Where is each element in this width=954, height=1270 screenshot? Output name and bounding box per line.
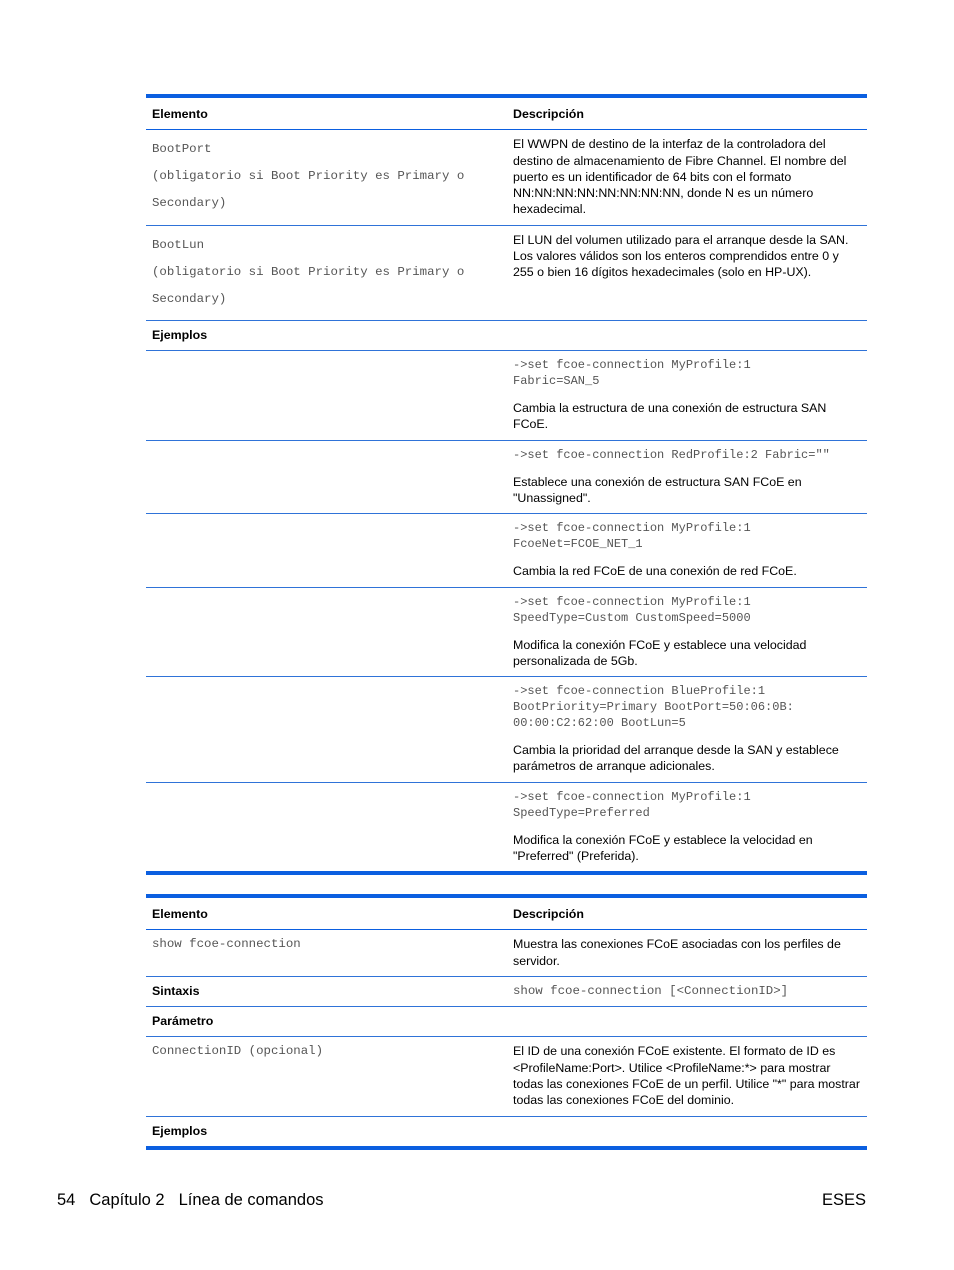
example-code-line: ->set fcoe-connection MyProfile:1 bbox=[513, 594, 751, 609]
header-descripcion: Descripción bbox=[507, 896, 867, 930]
param-description: El WWPN de destino de la interfaz de la controladora del destino de almacenamiento de Fibre Channel. El nombre del puerto es un identificador de 64 bits con el formato NN:NN:NN:NN:NN:NN:NN:NN, donde N es un número hexadecimal. bbox=[513, 137, 847, 217]
parameter-label: Parámetro bbox=[152, 1014, 214, 1029]
example-cell bbox=[507, 587, 867, 677]
example-row bbox=[146, 351, 867, 441]
empty-cell bbox=[146, 677, 507, 783]
param-description: El LUN del volumen utilizado para el arranque desde la SAN. Los valores válidos son los enteros comprendidos entre 0 y 255 o bien 16 dígitos hexadecimales (solo en HP-UX). bbox=[513, 232, 849, 280]
examples-label: Ejemplos bbox=[152, 1123, 208, 1138]
command-row bbox=[146, 930, 867, 977]
param-name-line: BootLun bbox=[152, 237, 205, 252]
example-code-line: ->set fcoe-connection MyProfile:1 bbox=[513, 358, 751, 373]
chapter-title: Línea de comandos bbox=[178, 1191, 324, 1209]
example-cell bbox=[507, 782, 867, 873]
chapter-label: Capítulo 2 bbox=[89, 1191, 165, 1209]
example-description: Establece una conexión de estructura SAN FCoE en "Unassigned". bbox=[513, 474, 802, 505]
param-name-line: (obligatorio si Boot Priority es Primary o bbox=[152, 264, 465, 279]
command-name: show fcoe-connection bbox=[152, 937, 301, 952]
param-name-line: Secondary) bbox=[152, 196, 227, 211]
example-description: Cambia la prioridad del arranque desde la SAN y establece parámetros de arranque adicionales. bbox=[513, 743, 839, 774]
parameter-description: El ID de una conexión FCoE existente. El formato de ID es <ProfileName:Port>. Utilice <ProfileName:*> para mostrar todas las conexiones FCoE de un perfil. Utilice "*" para mostrar todas las conexiones FCoE del dominio. bbox=[513, 1044, 860, 1108]
show-fcoe-connection-table bbox=[146, 894, 867, 1150]
syntax-label: Sintaxis bbox=[152, 983, 200, 998]
example-row bbox=[146, 587, 867, 677]
example-cell bbox=[507, 514, 867, 587]
page-footer-left bbox=[57, 1191, 324, 1210]
example-code-line: ->set fcoe-connection MyProfile:1 bbox=[513, 521, 751, 536]
empty-cell bbox=[507, 320, 867, 350]
header-descripcion: Descripción bbox=[507, 96, 867, 130]
locale-label: ESES bbox=[821, 1191, 866, 1209]
empty-cell bbox=[146, 587, 507, 677]
table-header-row bbox=[146, 896, 867, 930]
examples-label: Ejemplos bbox=[152, 327, 208, 342]
example-code-line: SpeedType=Preferred bbox=[513, 805, 650, 820]
param-row-bootlun bbox=[146, 225, 867, 320]
parameter-header-row bbox=[146, 1007, 867, 1037]
example-description: Cambia la estructura de una conexión de estructura SAN FCoE. bbox=[513, 401, 827, 432]
syntax-value: show fcoe-connection [<ConnectionID>] bbox=[513, 983, 789, 998]
example-code-line: ->set fcoe-connection MyProfile:1 bbox=[513, 789, 751, 804]
parameter-row bbox=[146, 1037, 867, 1116]
example-description: Modifica la conexión FCoE y establece una velocidad personalizada de 5Gb. bbox=[513, 637, 807, 668]
empty-cell bbox=[507, 1007, 867, 1037]
param-name-line: Secondary) bbox=[152, 291, 227, 306]
example-cell bbox=[507, 351, 867, 441]
example-row bbox=[146, 440, 867, 514]
empty-cell bbox=[146, 782, 507, 873]
example-code-line: Fabric=SAN_5 bbox=[513, 374, 600, 389]
empty-cell bbox=[146, 440, 507, 514]
param-name bbox=[146, 130, 507, 225]
empty-cell bbox=[146, 351, 507, 441]
example-code-line: BootPriority=Primary BootPort=50:06:0B: bbox=[513, 700, 794, 715]
param-name-line: (obligatorio si Boot Priority es Primary o bbox=[152, 169, 465, 184]
example-description: Cambia la red FCoE de una conexión de red FCoE. bbox=[513, 564, 797, 579]
example-code-line: FcoeNet=FCOE_NET_1 bbox=[513, 537, 643, 552]
header-elemento: Elemento bbox=[146, 96, 507, 130]
set-fcoe-connection-table bbox=[146, 94, 867, 875]
example-row bbox=[146, 782, 867, 873]
example-code-line: SpeedType=Custom CustomSpeed=5000 bbox=[513, 610, 751, 625]
example-cell bbox=[507, 677, 867, 783]
param-row-bootport bbox=[146, 130, 867, 225]
examples-header-row bbox=[146, 320, 867, 350]
page-number: 54 bbox=[57, 1191, 76, 1209]
example-row bbox=[146, 677, 867, 783]
example-cell bbox=[507, 440, 867, 514]
examples-header-row bbox=[146, 1116, 867, 1148]
parameter-name: ConnectionID (opcional) bbox=[152, 1044, 324, 1059]
empty-cell bbox=[507, 1116, 867, 1148]
empty-cell bbox=[146, 514, 507, 587]
syntax-row bbox=[146, 976, 867, 1006]
example-description: Modifica la conexión FCoE y establece la velocidad en "Preferred" (Preferida). bbox=[513, 832, 813, 864]
table-header-row bbox=[146, 96, 867, 130]
header-elemento: Elemento bbox=[146, 896, 507, 930]
param-name-line: BootPort bbox=[152, 142, 212, 157]
example-code-line: ->set fcoe-connection RedProfile:2 Fabric="" bbox=[513, 447, 830, 462]
command-description: Muestra las conexiones FCoE asociadas con los perfiles de servidor. bbox=[513, 937, 841, 968]
example-code-line: 00:00:C2:62:00 BootLun=5 bbox=[513, 716, 686, 731]
example-row bbox=[146, 514, 867, 587]
example-code-line: ->set fcoe-connection BlueProfile:1 bbox=[513, 684, 766, 699]
param-name bbox=[146, 225, 507, 320]
